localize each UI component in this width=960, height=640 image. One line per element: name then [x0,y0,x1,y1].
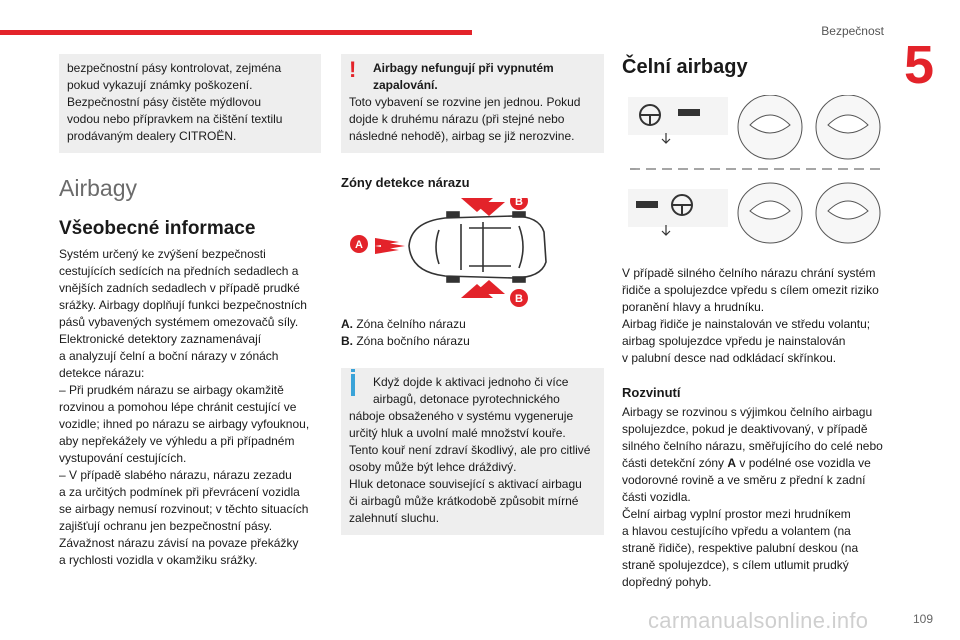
legend-item [341,333,604,350]
deploy-text [622,404,886,591]
text-line: – Při prudkém nárazu se airbagy okamžitě [59,383,284,397]
text-line: Hluk detonace související s aktivací airbagu [349,477,582,491]
zone-label-a: A [355,239,363,251]
text-line: Toto vybavení se rozvine jen jednou. Pokud [349,95,581,109]
deploy-text-zone-after: v podélné ose vozidla ve [736,456,871,470]
text-line: V případě silného čelního nárazu chrání systém [622,266,876,280]
warning-heading [349,57,596,94]
page-number: 109 [913,612,934,626]
zones-legend [341,316,604,350]
belt-care-box [59,54,321,153]
text-line: dojde k druhému nárazu (při stejné nebo [349,112,565,126]
text-line: a rychlosti vozidla v okamžiku srážky. [59,553,258,567]
lhd-airbag-silhouettes [738,95,880,159]
deploy-text-zone-before: části detekční zóny [622,456,728,470]
text-line: Když dojde k aktivaci jednoho či více [373,375,569,389]
section-heading-airbags: Airbagy [59,175,137,201]
text-line: následné nehodě), airbag se již nerozvine. [349,129,575,143]
text-line: straně řidiče), respektive palubní deskou (na [622,541,859,555]
text-line: určitý hluk a uvolní malé množství kouře. [349,426,566,440]
info-icon [351,374,355,396]
car-top-view [409,212,546,282]
text-line: zalehnutí sluchu. [349,511,440,525]
zone-label-a-badge [350,235,368,253]
text-line: Čelní airbag vyplní prostor mezi hrudníkem [622,507,851,521]
zone-label-b-top: B [515,198,523,208]
text-line: Airbagy se rozvinou s výjimkou čelního airbagu [622,405,873,419]
info-text [349,408,596,527]
column-2 [341,54,604,535]
text-line: Závažnost nárazu závisí na povaze překážky [59,536,299,550]
info-text-lead [349,374,596,408]
text-line: prodávaným dealery CITROËN. [67,129,237,143]
section-title: Bezpečnost [821,24,884,38]
text-line: – V případě slabého nárazu, nárazu zezadu [59,468,292,482]
text-line: cestujících sedících na předních sedadlech a [59,264,299,278]
belt-care-text [67,60,313,145]
text-line: Systém určený ke zvýšení bezpečnosti [59,247,266,261]
text-line: aby nepřekážely ve výhledu a při případném [59,434,295,448]
frontal-airbags-illustration [622,95,886,245]
text-line: vystupování cestujících. [59,451,187,465]
watermark: carmanualsonline.info [648,608,869,633]
text-line: či airbagů může krátkodobě způsobit mírné [349,494,579,508]
text-line: pokud vykazují známky poškození. [67,78,253,92]
zone-label-b-top-badge [510,198,528,210]
text-line: pásů vybavených systémem omezovačů síly. [59,315,299,329]
text-line: detekce nárazu: [59,366,145,380]
warning-exclamation-icon: ! [349,57,357,82]
text-line: se airbagy nemusí rozvinout; v těchto situacích [59,502,309,516]
warning-box [341,54,604,153]
legend-text: Zóna čelního nárazu [356,317,466,331]
text-line: vozidle; ihned po nárazu se airbagy vyfouknou, [59,417,310,431]
text-line: straně spolujezdce), s cílem utlumit prudký [622,558,849,572]
text-line: Tento kouř není zdraví škodlivý, ale pro citlivé [349,443,591,457]
text-line: Airbag řidiče je nainstalován ve středu volantu; [622,317,871,331]
text-line: v palubní desce nad odkládací skřínkou. [622,351,837,365]
text-line: bezpečnostní pásy kontrolovat, zejména [67,61,282,75]
text-line: a analyzují čelní a boční nárazy v zónách [59,349,279,363]
text-line: osoby může být lehce dráždivý. [349,460,517,474]
text-line: Elektronické detektory zaznamenávají [59,332,262,346]
text-line: spolujezdce, pokud je deaktivovaný, v případě [622,422,868,436]
legend-item [341,316,604,333]
chapter-number: 5 [904,35,935,95]
header-accent-bar [0,30,472,35]
frontal-airbags-intro [622,265,886,367]
text-line: a za určitých podmínek při převrácení vozidla [59,485,300,499]
legend-key: B. [341,334,353,348]
text-line: poranění hlavy a hrudníku. [622,300,765,314]
text-line: airbagů, detonace pyrotechnického [373,392,560,406]
text-line: zajišťují ochranu jen bezpečnostní pásy. [59,519,273,533]
rhd-dashboard [628,189,728,235]
text-line: řidiče a spolujezdce vpředu s cílem omezit riziko [622,283,879,297]
deploy-text-rest [622,473,865,589]
deploy-heading: Rozvinutí [622,385,681,400]
text-line: Bezpečnostní pásy čistěte mýdlovou [67,95,262,109]
legend-text: Zóna bočního nárazu [356,334,470,348]
zone-label-b-bottom-badge [510,289,528,307]
text-line: vodou nebo přípravkem na čištění textilu [67,112,283,126]
impact-zones-diagram [341,198,604,308]
front-impact-arrows [375,238,405,254]
warning-text [349,94,596,145]
info-box [341,368,604,535]
zone-label-b-bottom: B [515,293,523,305]
text-line: dopředný pohyb. [622,575,712,589]
column-1 [59,54,321,569]
side-impact-arrows-bottom [461,280,505,298]
text-line: zapalování. [373,78,438,92]
text-line: části vozidla. [622,490,691,504]
legend-key: A. [341,317,353,331]
deploy-zone-key: A [727,456,737,470]
column-3 [622,54,886,591]
text-line: srážky. Airbagy doplňují funkci bezpečnostních [59,298,307,312]
text-line: silného čelního nárazu, směřujícího do celé nebo [622,439,883,453]
text-line: a hlavou cestujícího vpředu a volantem (na [622,524,851,538]
subheading-general-info: Všeobecné informace [59,218,256,239]
text-line: náboje obsaženého v systému vygeneruje [349,409,574,423]
general-info-text [59,246,321,569]
text-line: Airbagy nefungují při vypnutém [373,61,554,75]
text-line: vodorovné rovině a ve směru z přední k zadní [622,473,866,487]
side-impact-arrows-top [461,198,505,216]
frontal-airbags-heading: Čelní airbagy [622,56,748,78]
text-line: rozvinou a pomohou lépe chránit cestující ve [59,400,297,414]
text-line: vnějších zadních sedadlech v případě prudké [59,281,300,295]
deploy-text-lead [622,405,883,453]
text-line: airbag spolujezdce vpředu je nainstalován [622,334,846,348]
lhd-dashboard [628,97,728,143]
rhd-airbag-silhouettes [738,183,880,243]
zones-heading: Zóny detekce nárazu [341,175,470,190]
